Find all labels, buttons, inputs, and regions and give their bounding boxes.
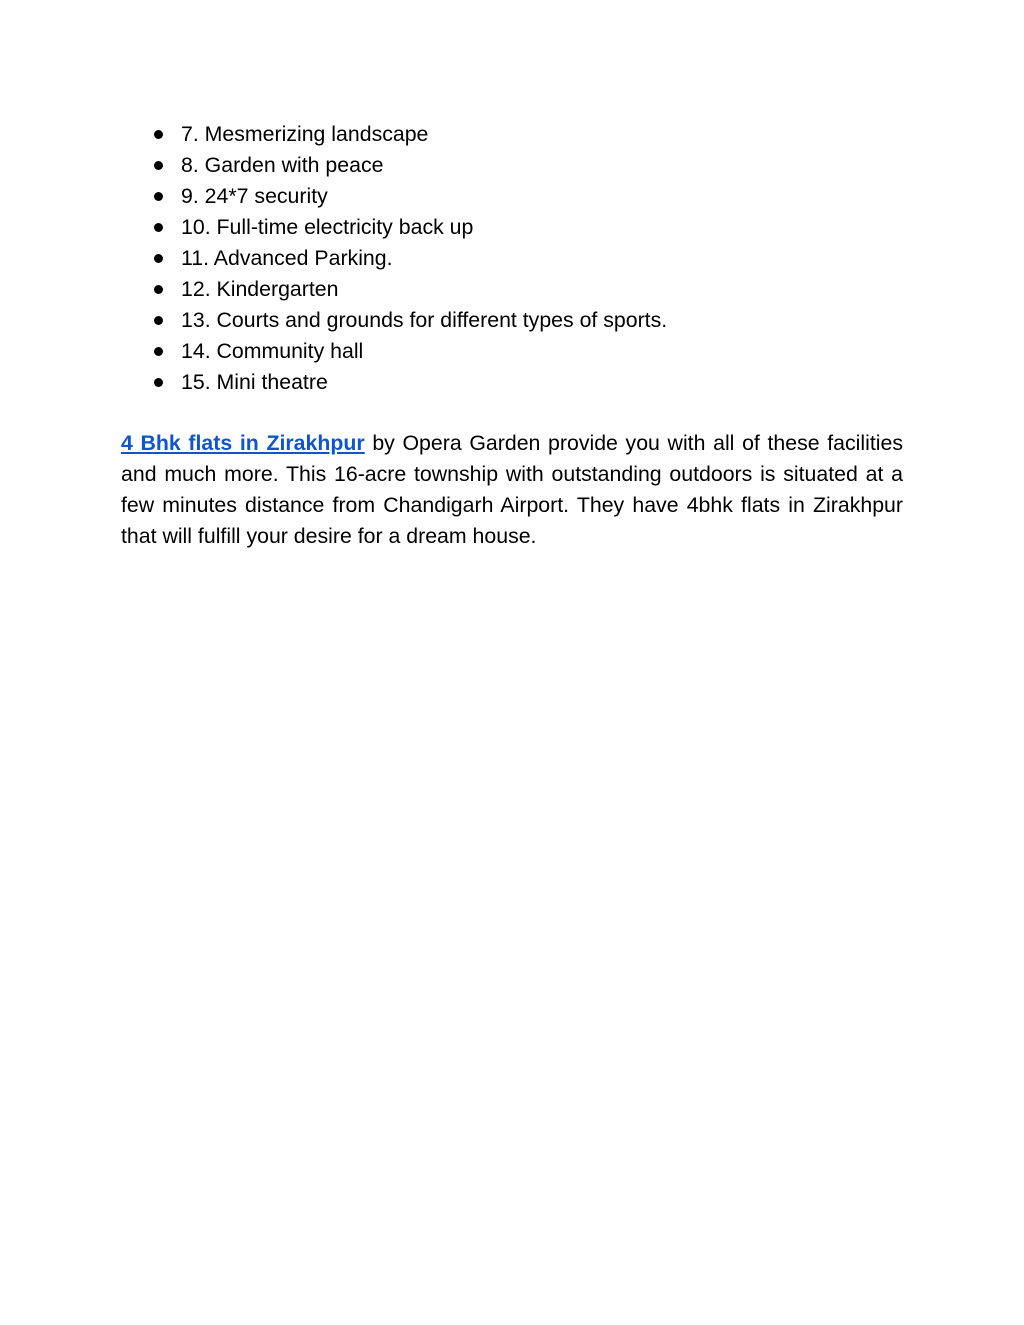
- list-item: [150, 212, 667, 243]
- bullet-icon: [154, 347, 163, 356]
- list-item-text: 7. Mesmerizing landscape: [181, 122, 429, 146]
- list-item: [150, 150, 667, 181]
- list-item-text: 12. Kindergarten: [181, 277, 339, 301]
- bullet-icon: [154, 130, 163, 139]
- amenities-list: [150, 119, 667, 398]
- flats-link[interactable]: 4 Bhk flats in Zirakhpur: [121, 431, 365, 455]
- description-paragraph: [121, 428, 903, 552]
- list-item-text: 11. Advanced Parking.: [181, 246, 393, 270]
- paragraph-body-text: by Opera Garden provide you with all of these facilities and much more. This 16-acre township with outstanding outdoors is situated at a few minutes distance from Chandigarh Airport. They have 4bhk flats in Zirakhpur that will fulfill your desire for a dream house.: [121, 431, 903, 548]
- list-item-text: 14. Community hall: [181, 339, 364, 363]
- list-item: [150, 243, 667, 274]
- bullet-icon: [154, 254, 163, 263]
- list-item: [150, 336, 667, 367]
- list-item-text: 10. Full-time electricity back up: [181, 215, 474, 239]
- bullet-icon: [154, 223, 163, 232]
- bullet-icon: [154, 285, 163, 294]
- list-item: [150, 181, 667, 212]
- list-item-text: 13. Courts and grounds for different types of sports.: [181, 308, 668, 332]
- list-item-text: 8. Garden with peace: [181, 153, 384, 177]
- bullet-icon: [154, 192, 163, 201]
- bullet-icon: [154, 161, 163, 170]
- bullet-icon: [154, 316, 163, 325]
- list-item: [150, 119, 667, 150]
- bullet-icon: [154, 378, 163, 387]
- list-item: [150, 274, 667, 305]
- list-item: [150, 367, 667, 398]
- list-item: [150, 305, 667, 336]
- list-item-text: 15. Mini theatre: [181, 370, 328, 394]
- list-item-text: 9. 24*7 security: [181, 184, 328, 208]
